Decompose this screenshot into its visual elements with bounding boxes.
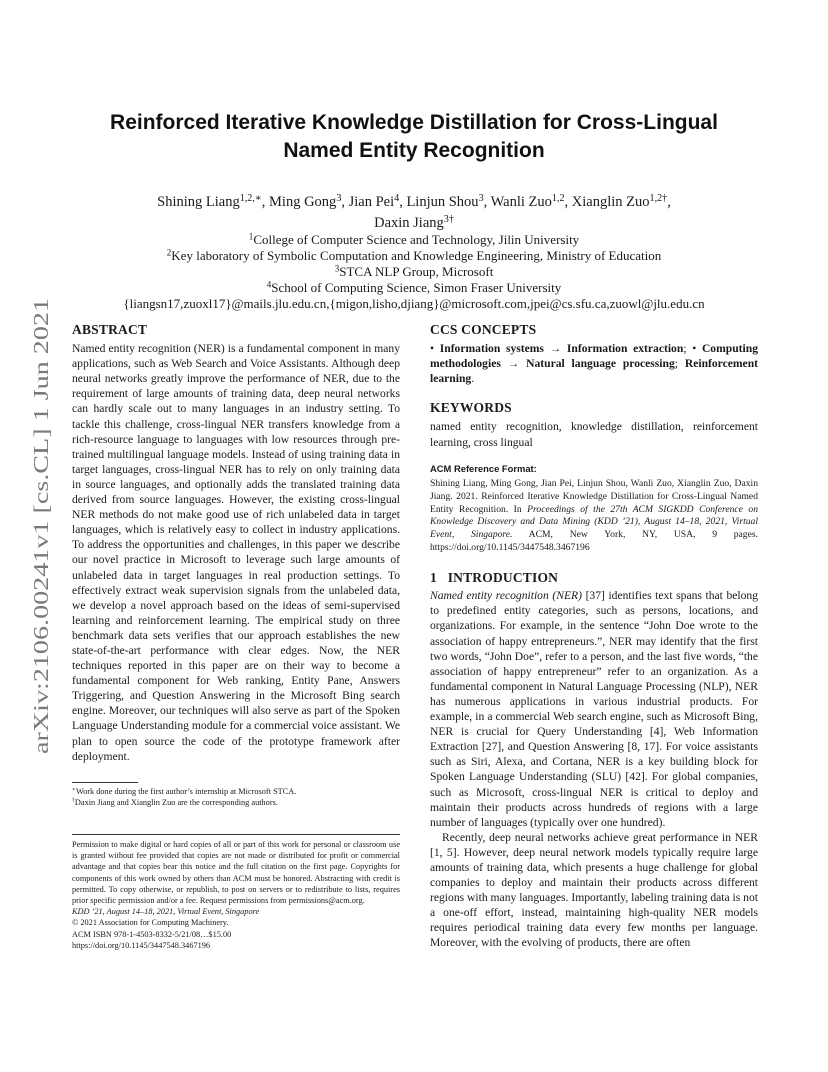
author-name: Wanli Zuo <box>490 194 552 210</box>
permission-block <box>72 839 400 951</box>
affiliation-sup: 3 <box>334 263 340 274</box>
author-list <box>60 192 768 234</box>
ccs-term: Information systems <box>439 342 544 356</box>
abstract-text: Named entity recognition (NER) is a fundamental component in many applications, such as Web Search and Voice Assistants. Although deep neural networks greatly improve the performance of NER, due to the requirement of large amounts of training data, deep neural networks can hardly scale out to many languages in an industry setting. To tackle this challenge, cross-lingual NER transfers knowledge from a rich-resource language to languages with low resources through pre-trained multilingual language models. Instead of using training data in target languages, cross-lingual NER has to rely on only training data in source languages, and optionally adds the translated training data derived from source languages. However, the existing cross-lingual NER methods do not make good use of rich unlabeled data in target languages, which is relatively easy to collect in industry applications. To address the opportunities and challenges, in this paper we describe our novel practice in Microsoft to leverage such large amounts of unlabeled data in target languages in real production settings. To effectively extract weak supervision signals from the unlabeled data, we develop a novel approach based on the ideas of semi-supervised learning and reinforcement learning. The empirical study on three benchmark data sets verifies that our approach establishes the new state-of-the-art performance with clear edges. Now, the NER techniques reported in this paper are on their way to become a fundamental component for Web ranking, Entity Pane, Answers Triggering, and Question Answering in the Microsoft Bing search engine. Moreover, our techniques will also serve as part of the Spoken Language Understanding module for a commercial voice assistant. We plan to open source the code of the prototype framework after deployment. <box>72 342 400 763</box>
affiliation-sup: 1 <box>248 231 254 242</box>
ccs-sep: . <box>471 372 475 386</box>
author-sep: , <box>261 194 270 210</box>
permission-rule <box>72 834 400 835</box>
acm-reference-heading: ACM Reference Format: <box>430 462 537 474</box>
author-name: Daxin Jiang <box>374 215 444 231</box>
affiliation-text: Key laboratory of Symbolic Computation and Knowledge Engineering, Ministry of Education <box>171 248 662 263</box>
author-sup: 4 <box>394 192 400 204</box>
footnotes <box>72 786 400 808</box>
abstract-heading: ABSTRACT <box>72 322 148 337</box>
ccs-sep: ; <box>674 357 685 371</box>
author-sep: , <box>564 194 572 210</box>
author-name: Xianglin Zuo <box>571 194 650 210</box>
keywords-text: named entity recognition, knowledge distillation, reinforcement learning, cross lingual <box>430 420 758 449</box>
doi-line: https://doi.org/10.1145/3447548.3467196 <box>72 940 211 950</box>
arxiv-identifier: arXiv:2106.00241v1 [cs.CL] 1 Jun 2021 <box>29 413 53 754</box>
ccs-heading: CCS CONCEPTS <box>430 322 537 337</box>
footnote-item <box>72 797 400 808</box>
right-column <box>430 322 758 951</box>
ccs-term: Natural language processing <box>526 357 675 371</box>
ccs-term: Information extraction <box>566 342 684 356</box>
author-line-1 <box>60 192 768 213</box>
intro-lead-term: Named entity recognition (NER) <box>430 589 582 603</box>
keywords-heading: KEYWORDS <box>430 400 512 416</box>
affiliation-sup: 4 <box>266 279 272 290</box>
author-sup: 3† <box>443 213 454 225</box>
author-sep: , <box>341 194 349 210</box>
footnote-mark: ∗ <box>72 787 76 794</box>
acm-reference-venue: Proceedings of the 27th ACM SIGKDD Conference on Knowledge Discovery and Data Mining (KDD ’21), August 14–18, 2021, Virtual Event, Singapore. <box>430 503 758 541</box>
affiliation-sup: 2 <box>166 247 172 258</box>
intro-paragraph-2: Recently, deep neural networks achieve great performance in NER [1, 5]. However, deep neural network models typically require large amounts of training data, which presents a huge challenge for global companies to deploy and maintain their products across different regions with many languages. Importantly, labeling training data is not a one-off effort, instead, maintaining high-quality NER models requires periodical training data every few months per language. Moreover, with the evolving of products, there are often <box>430 830 758 950</box>
ccs-term: Computing methodologies <box>430 342 758 371</box>
affiliation-item <box>60 232 768 248</box>
footnote-text: Daxin Jiang and Xianglin Zuo are the corresponding authors. <box>74 798 278 808</box>
affiliation-text: College of Computer Science and Technology, Jilin University <box>253 232 580 247</box>
isbn-line: ACM ISBN 978-1-4503-8332-5/21/08…$15.00 <box>72 929 232 939</box>
affiliation-item <box>60 248 768 264</box>
section-number: 1 <box>430 570 437 586</box>
ccs-sep: ; <box>683 342 693 356</box>
affiliation-item <box>60 280 768 296</box>
ccs-bullet: • <box>692 342 702 356</box>
ccs-term: Reinforcement learning <box>430 357 759 386</box>
ccs-arrow: → <box>500 357 527 371</box>
footnote-mark: † <box>72 798 75 805</box>
affiliation-text: STCA NLP Group, Microsoft <box>339 264 494 279</box>
acm-reference-authors: Shining Liang, Ming Gong, Jian Pei, Linjun Shou, Wanli Zuo, Xianglin Zuo, Daxin Jiang. 2021. Reinforced Iterative Knowledge Distillation for Cross-Lingual Named Entity Recognition. In <box>430 477 758 515</box>
author-name: Shining Liang <box>157 194 240 210</box>
ccs-arrow: → <box>543 342 567 356</box>
acm-reference-text <box>430 478 758 555</box>
arxiv-side-stamp <box>18 296 58 758</box>
permission-text: Permission to make digital or hard copies of all or part of this work for personal or classroom use is granted without fee provided that copies are not made or distributed for profit or commercial advantage and that copies bear this notice and the full citation on the first page. Copyrights for components of this work owned by others than ACM must be honored. Abstracting with credit is permitted. To copy otherwise, or republish, to post on servers or to redistribute to lists, requires prior specific permission and/or a fee. Request permissions from permissions@acm.org. <box>72 840 400 906</box>
copyright-line: © 2021 Association for Computing Machinery. <box>72 918 229 928</box>
venue-line: KDD ’21, August 14–18, 2021, Virtual Event, Singapore <box>72 907 260 917</box>
paper-title-line-1: Reinforced Iterative Knowledge Distillation for Cross-Lingual <box>110 111 718 134</box>
author-name: Ming Gong <box>269 194 337 210</box>
affiliation-text: School of Computing Science, Simon Fraser University <box>271 280 562 295</box>
author-name: Jian Pei <box>348 194 395 210</box>
footnote-text: Work done during the first author’s internship at Microsoft STCA. <box>75 787 297 796</box>
footnote-item <box>72 786 400 797</box>
ccs-bullet: • <box>430 342 440 356</box>
author-sep: , <box>667 194 671 210</box>
author-sup: 1,2† <box>649 192 668 204</box>
affiliation-item <box>60 264 768 280</box>
author-emails: {liangsn17,zuoxl17}@mails.jlu.edu.cn,{migon,lisho,djiang}@microsoft.com,jpei@cs.sfu.ca,zuowl@jlu.edu.cn <box>123 296 705 311</box>
left-column <box>72 322 400 764</box>
author-sep: , <box>399 194 407 210</box>
paper-title-line-2: Named Entity Recognition <box>283 139 545 162</box>
intro-text: [37] identifies text spans that belong to predefined entity categories, such as persons, locations, and organizations. For example, in the sentence “John Doe wrote to the association of happy entrepreneurs.”, NER may identify that the first two words, “John Doe”, refer to a person, and the last five words, “the association of happy entrepreneur” refer to an organization. As a fundamental component in Natural Language Processing (NLP), NER has numerous applications in various industrial products. For example, in a commercial Web search engine, such as Microsoft Bing, NER is crucial for Query Understanding [4], Web Information Extraction [27], and Question Answering [8, 17]. For voice assistants such as Siri, Alexa, and Cortana, NER is a key building block for Spoken Language Understanding (SLU) [42]. For global companies, such as Microsoft, cross-lingual NER is critical to deploy and maintain their products across hundreds of regions with a large number of languages (typically over one hundred). <box>430 589 759 829</box>
author-sup: 3 <box>336 192 342 204</box>
ccs-concepts <box>430 341 758 386</box>
acm-reference-tail: ACM, New York, NY, USA, 9 pages. https://doi.org/10.1145/3447548.3467196 <box>430 529 758 554</box>
paper-title <box>60 109 768 165</box>
intro-paragraph-1 <box>430 588 758 830</box>
author-name: Linjun Shou <box>406 194 479 210</box>
section-title: INTRODUCTION <box>447 570 559 586</box>
intro-heading <box>430 570 758 585</box>
author-sup: 1,2 <box>551 192 565 204</box>
author-sup: 3 <box>478 192 484 204</box>
author-sep: , <box>483 194 491 210</box>
footnote-rule <box>72 782 138 783</box>
author-line-2 <box>60 213 768 234</box>
affiliation-list <box>60 232 768 312</box>
author-sup: 1,2,∗ <box>239 192 262 204</box>
